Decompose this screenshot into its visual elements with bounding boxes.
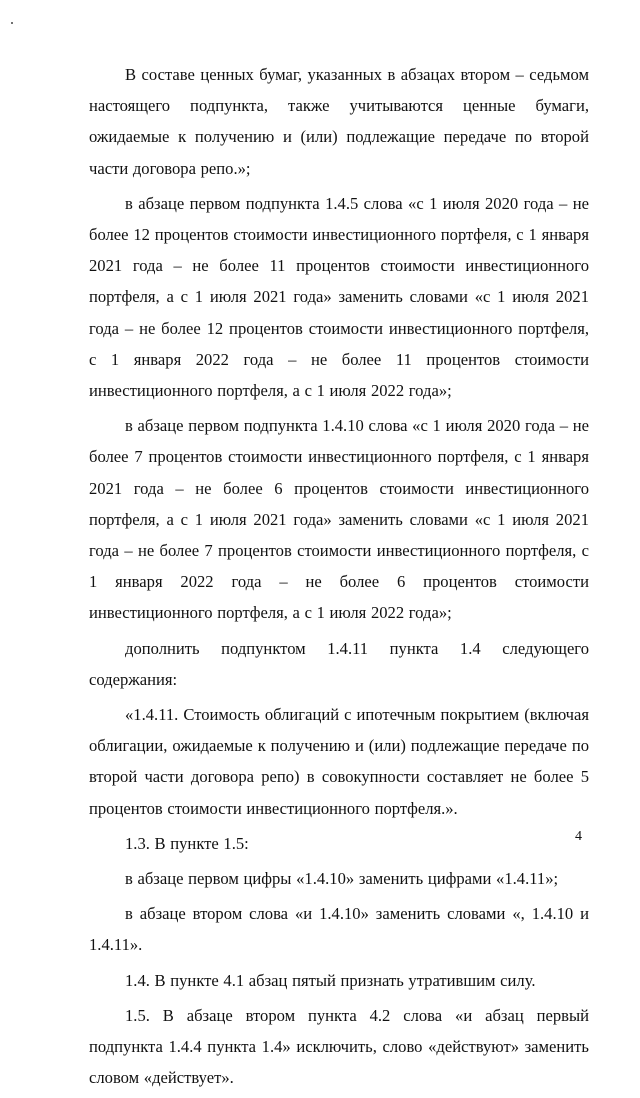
paragraph-item-1-3-second: в абзаце втором слова «и 1.4.10» заменить словами «, 1.4.10 и 1.4.11». bbox=[89, 904, 589, 955]
scan-dot bbox=[11, 22, 13, 24]
paragraph-add-subitem-1-4-11: дополнить подпунктом 1.4.11 пункта 1.4 следующего содержания: bbox=[89, 638, 589, 689]
paragraph-securities-composition: В составе ценных бумаг, указанных в абзацах втором – седьмом настоящего подпункта, также учитываются ценные бумаги, ожидаемые к получению и (или) подлежащие передаче по второй части договора репо.»; bbox=[89, 65, 589, 178]
paragraph-item-1-5: 1.5. В абзаце втором пункта 4.2 слова «и абзац первый подпункта 1.4.4 пункта 1.4» исключить, слово «действуют» заменить словом «действует». bbox=[89, 1005, 589, 1088]
paragraph-subitem-1-4-11-text: «1.4.11. Стоимость облигаций с ипотечным покрытием (включая облигации, ожидаемые к получению и (или) подлежащие передаче по второй части договора репо) в совокупности составляет не более 5 процентов стоимости инвестиционного портфеля.». bbox=[89, 705, 589, 818]
paragraph-item-1-3: 1.3. В пункте 1.5: bbox=[125, 833, 249, 853]
document-body bbox=[89, 59, 589, 1098]
paragraph-item-1-4: 1.4. В пункте 4.1 абзац пятый признать утратившим силу. bbox=[125, 970, 536, 990]
page-number: 4 bbox=[575, 829, 582, 844]
paragraph-item-1-3-first: в абзаце первом цифры «1.4.10» заменить цифрами «1.4.11»; bbox=[125, 869, 559, 889]
paragraph-subitem-1-4-10: в абзаце первом подпункта 1.4.10 слова «с 1 июля 2020 года – не более 7 процентов стоимости инвестиционного портфеля, с 1 января 2021 года – не более 6 процентов стоимости инвестиционного портфеля, а с 1 июля 2021 года» заменить словами «с 1 июля 2021 года – не более 7 процентов стоимости инвестиционного портфеля, с 1 января 2022 года – не более 6 процентов стоимости инвестиционного портфеля, а с 1 июля 2022 года»; bbox=[89, 416, 589, 623]
paragraph-subitem-1-4-5: в абзаце первом подпункта 1.4.5 слова «с 1 июля 2020 года – не более 12 процентов стоимости инвестиционного портфеля, с 1 января 2021 года – не более 11 процентов стоимости инвестиционного портфеля, а с 1 июля 2021 года» заменить словами «с 1 июля 2021 года – не более 12 процентов стоимости инвестиционного портфеля, с 1 января 2022 года – не более 11 процентов стоимости инвестиционного портфеля, а с 1 июля 2022 года»; bbox=[89, 193, 589, 401]
